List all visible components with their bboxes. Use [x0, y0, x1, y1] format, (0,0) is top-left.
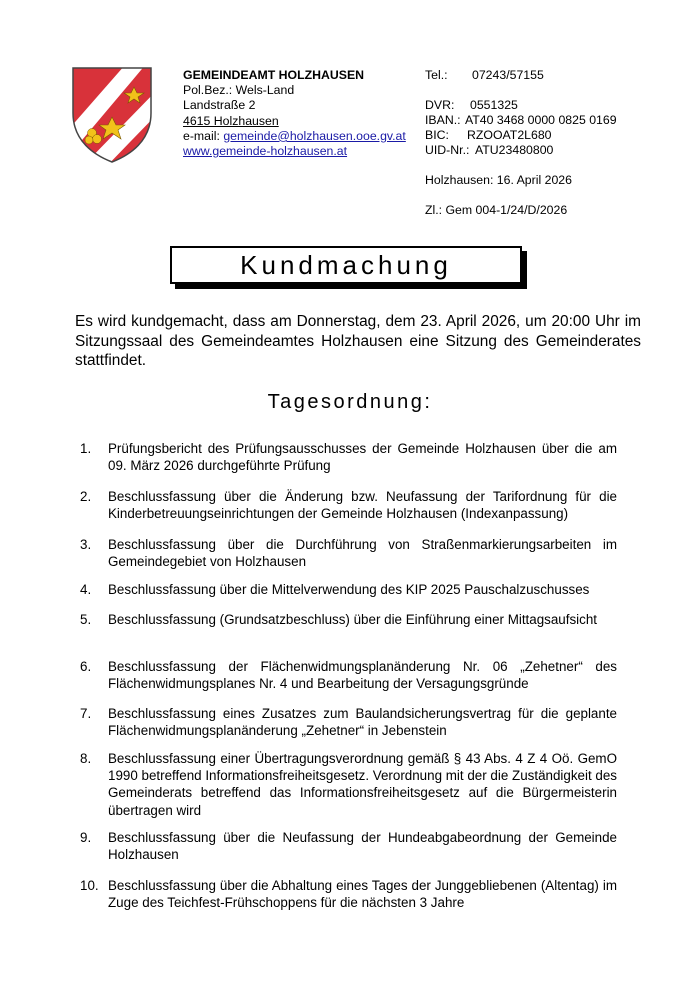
agenda-item-text: Beschlussfassung über die Änderung bzw. Neufassung der Tarifordnung für die Kinderbetreuungseinrichtungen der Gemeinde Holzhausen (Indexanpassung) [108, 489, 617, 522]
agenda-item-number: 3. [80, 537, 92, 552]
agenda-item-text: Beschlussfassung über die Durchführung von Straßenmarkierungsarbeiten im Gemeindegebiet von Holzhausen [108, 537, 617, 570]
agenda-item-number: 9. [80, 830, 92, 845]
place-date: Holzhausen: 16. April 2026 [425, 173, 572, 187]
agenda-item-number: 2. [80, 489, 92, 504]
dvr-label: DVR: [425, 98, 455, 112]
agenda-item-text: Beschlussfassung der Flächenwidmungsplanänderung Nr. 06 „Zehetner“ des Flächenwidmungsplanes Nr. 4 und Bearbeitung der Versagungsgründe [108, 659, 617, 692]
street: Landstraße 2 [183, 98, 256, 113]
agenda-title: Tagesordnung: [267, 391, 433, 413]
title-box [170, 246, 522, 284]
bic-label: BIC: [425, 128, 449, 142]
page-title: Kundmachung [240, 249, 452, 280]
district: Pol.Bez.: Wels-Land [183, 83, 295, 98]
dvr-value: 0551325 [470, 98, 518, 112]
dvr-line [425, 98, 518, 113]
bic-value: RZOOAT2L680 [467, 128, 552, 142]
tel-value: 07243/57155 [472, 68, 544, 82]
intro-paragraph: Es wird kundgemacht, dass am Donnerstag, dem 23. April 2026, um 20:00 Uhr im Sitzungssaal des Gemeindeamtes Holzhausen eine Sitzung des Gemeinderates stattfindet. [75, 313, 641, 369]
tel-line [425, 68, 544, 83]
agenda-item-text: Beschlussfassung über die Neufassung der Hundeabgabeordnung der Gemeinde Holzhausen [108, 830, 617, 863]
iban-label: IBAN.: [425, 113, 461, 127]
website-link[interactable]: www.gemeinde-holzhausen.at [183, 144, 348, 159]
agenda-item [80, 658, 617, 692]
agenda-item [80, 877, 617, 911]
iban-line [425, 113, 617, 128]
agenda-item [80, 750, 617, 819]
agenda-item [80, 536, 617, 570]
email-label: e-mail: [183, 128, 224, 143]
email-link[interactable]: gemeinde@holzhausen.ooe.gv.at [223, 128, 406, 143]
agenda-item [80, 581, 617, 598]
agenda-item-number: 6. [80, 659, 92, 674]
iban-value: AT40 3468 0000 0825 0169 [465, 113, 617, 127]
uid-label: UID-Nr.: [425, 143, 470, 157]
uid-value: ATU23480800 [475, 143, 554, 157]
municipal-crest-icon [72, 67, 152, 163]
agenda-item-number: 8. [80, 751, 92, 766]
website-line [183, 144, 406, 159]
agenda-item-text: Beschlussfassung über die Mittelverwendung des KIP 2025 Pauschalzuschusses [108, 582, 590, 597]
agenda-item-number: 10. [80, 878, 99, 893]
email-line [183, 129, 406, 144]
agenda-item-text: Beschlussfassung (Grundsatzbeschluss) über die Einführung einer Mittagsaufsicht [108, 612, 598, 627]
tel-label: Tel.: [425, 68, 448, 82]
agenda-item-text: Beschlussfassung eines Zusatzes zum Baulandsicherungsvertrag für die geplante Flächenwidmungsplanänderung „Zehetner“ in Jebenstein [108, 706, 617, 739]
agenda-item-text: Beschlussfassung einer Übertragungsverordnung gemäß § 43 Abs. 4 Z 4 Oö. GemO 1990 betreffend Informationsfreiheitsgesetz. Verordnung mit der die Zuständigkeit des Gemeinderats betreffend das Informationsfreiheitsgesetz auf die Bürgermeisterin übertragen wird [108, 751, 617, 818]
agenda-item-text: Beschlussfassung über die Abhaltung eines Tages der Junggebliebenen (Altentag) im Zuge des Teichfest-Frühschoppens für die nächsten 3 Jahre [108, 878, 617, 911]
agenda-item-number: 1. [80, 441, 92, 456]
agenda-item [80, 829, 617, 863]
agenda-item-number: 5. [80, 612, 92, 627]
postal-city: 4615 Holzhausen [183, 113, 279, 128]
address-block [183, 68, 406, 159]
agenda-item [80, 488, 617, 522]
reference-number: Zl.: Gem 004-1/24/D/2026 [425, 203, 568, 217]
org-name: GEMEINDEAMT HOLZHAUSEN [183, 68, 365, 82]
bic-line [425, 128, 552, 143]
agenda-item [80, 611, 617, 628]
agenda-item-number: 4. [80, 582, 92, 597]
agenda-item-text: Prüfungsbericht des Prüfungsausschusses der Gemeinde Holzhausen über die am 09. März 2026 durchgeführte Prüfung [108, 441, 617, 474]
uid-line [425, 143, 553, 158]
agenda-item [80, 440, 617, 474]
agenda-item [80, 705, 617, 739]
agenda-item-number: 7. [80, 706, 92, 721]
